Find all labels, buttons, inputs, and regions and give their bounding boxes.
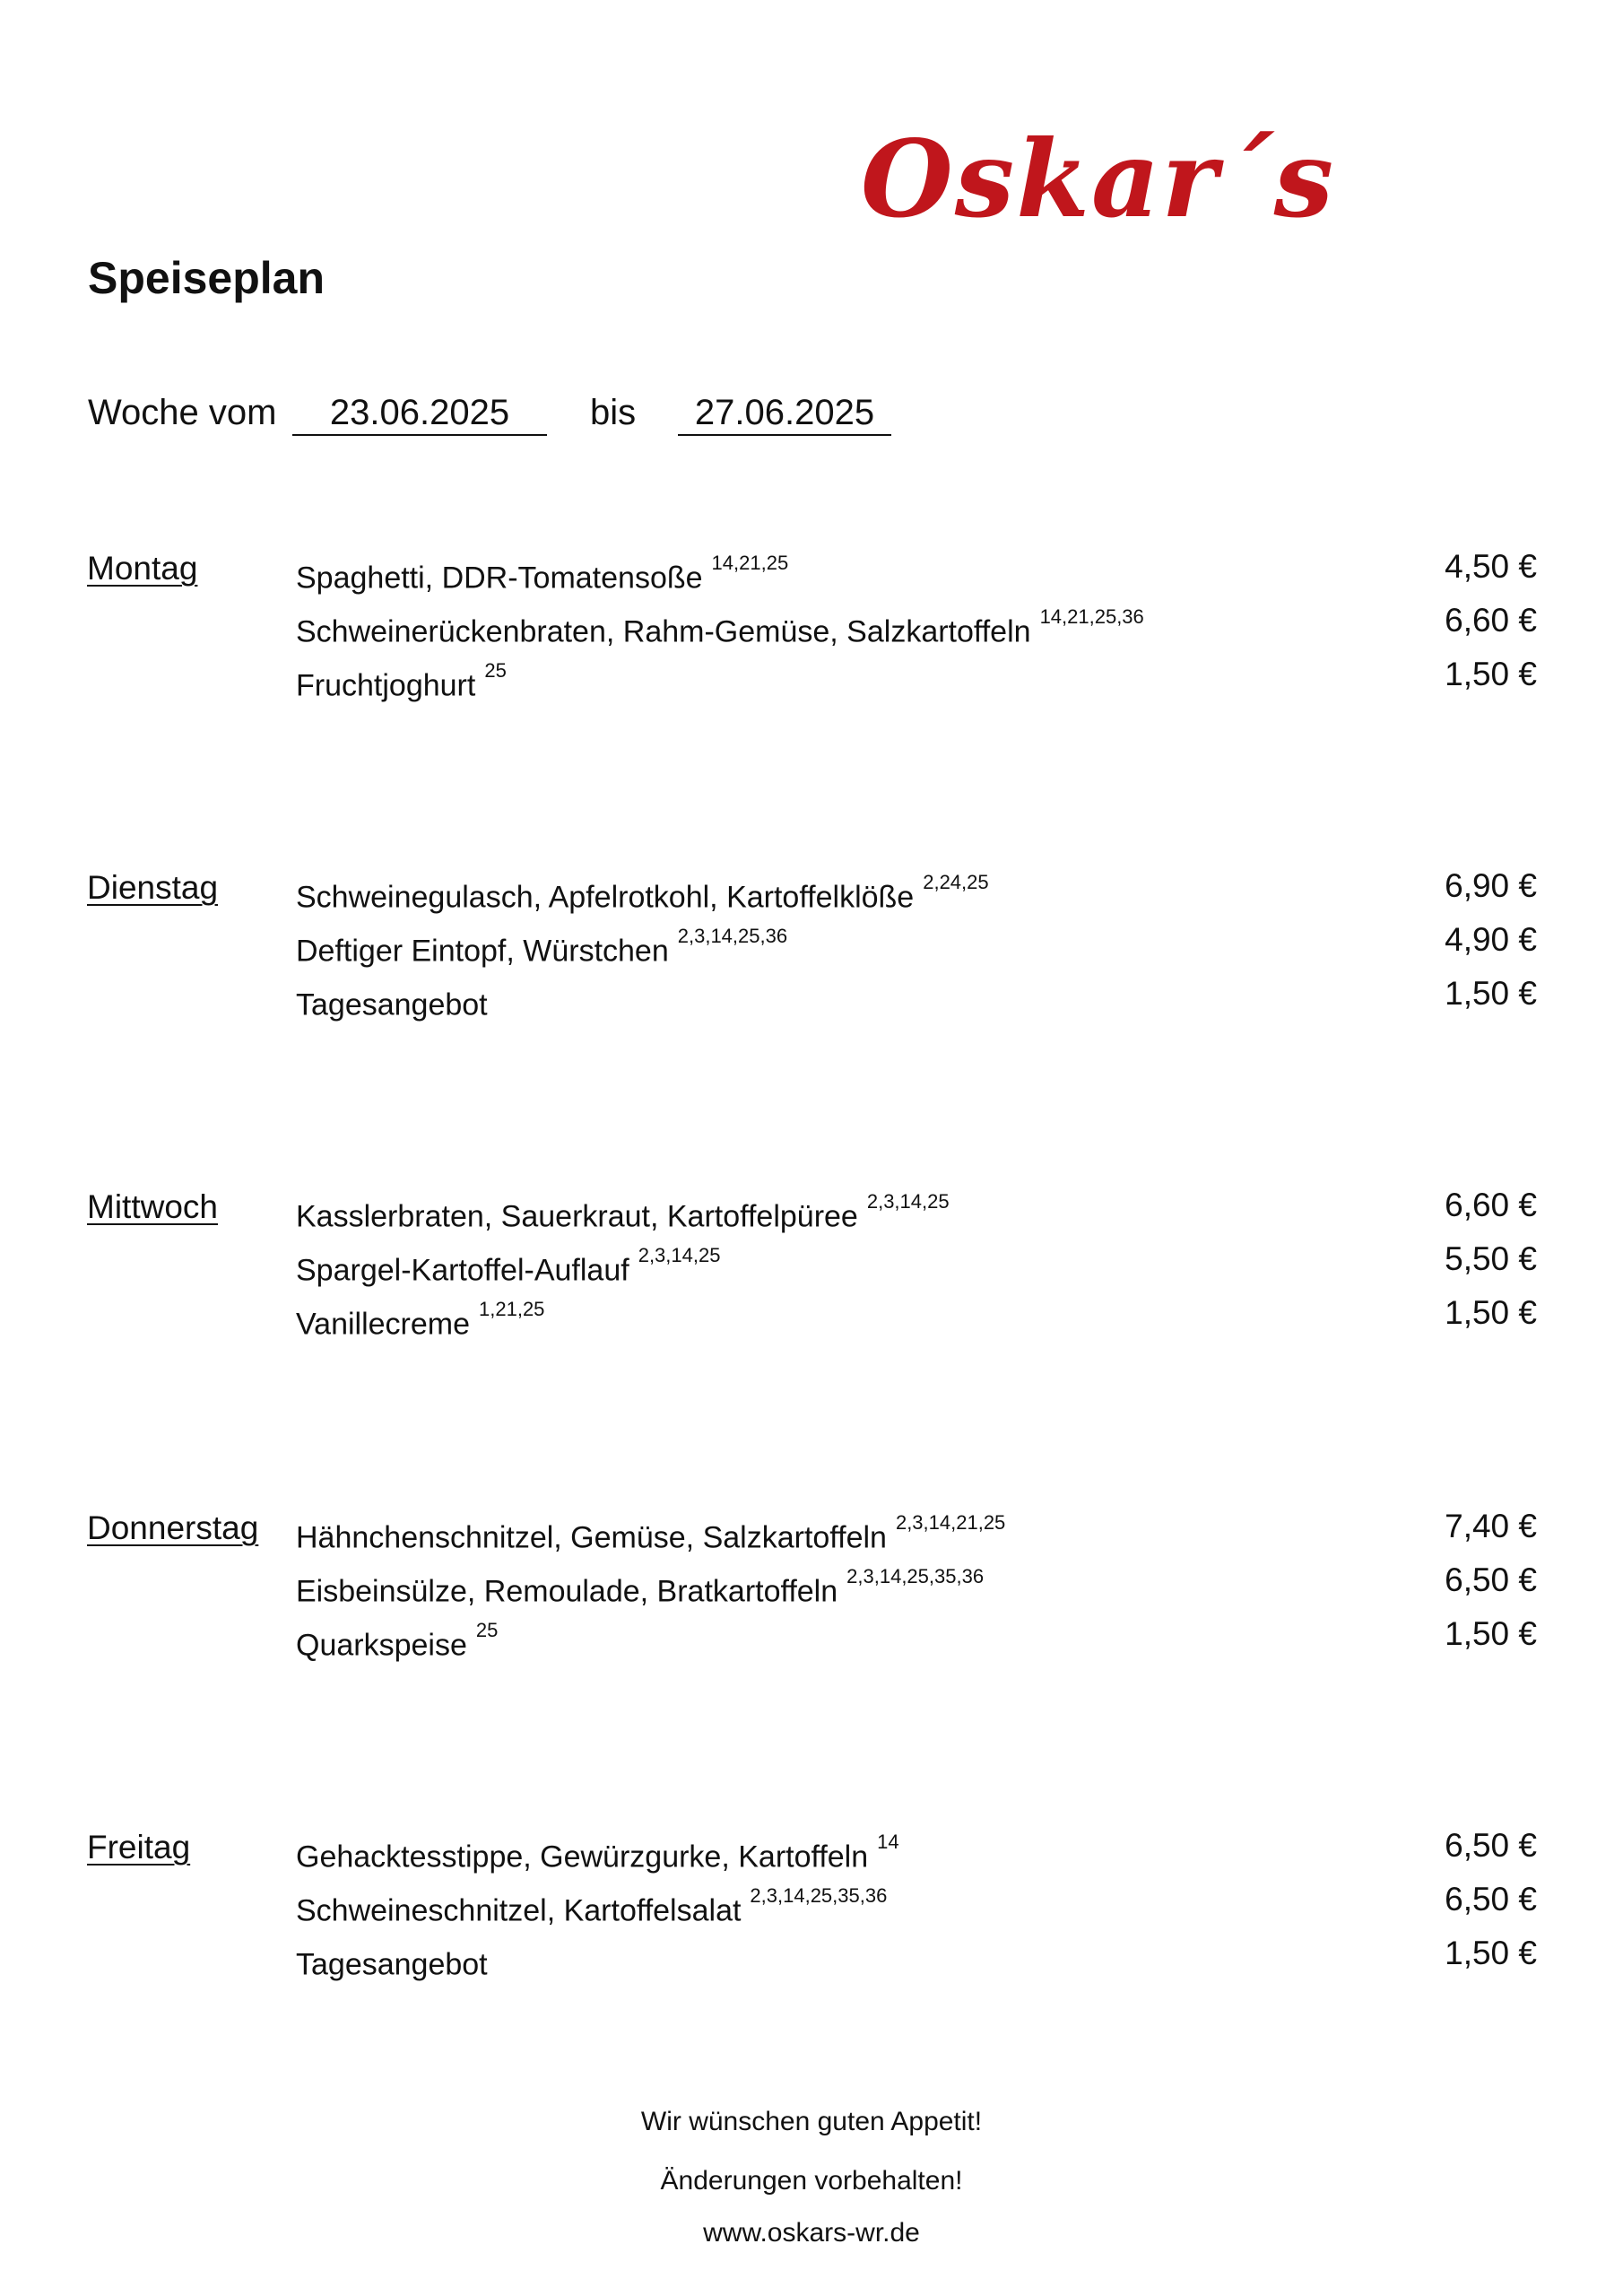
dish-name: Hähnchenschnitzel, Gemüse, Salzkartoffeln [296,1520,887,1555]
dish-price: 6,50 € [1445,1881,1537,1918]
dish-name: Tagesangebot [296,987,488,1022]
footer-website-link[interactable]: www.oskars-wr.de [703,2218,920,2248]
dish-price: 1,50 € [1445,656,1537,692]
day-name: Donnerstag [87,1509,259,1546]
dish-price: 7,40 € [1445,1508,1537,1544]
day-name: Dienstag [87,869,219,906]
dish-name: Kasslerbraten, Sauerkraut, Kartoffelpüree [296,1199,858,1234]
allergen-codes: 2,3,14,25 [638,1244,721,1266]
dish-item [296,863,989,917]
allergen-codes: 2,24,25 [923,871,989,893]
dish-price: 1,50 € [1445,1615,1537,1652]
oskars-logo: Oskar´s [861,117,1336,241]
allergen-codes: 2,3,14,25,35,36 [750,1884,888,1907]
dish-price: 6,60 € [1445,602,1537,639]
week-label: Woche vom [88,393,277,432]
allergen-codes: 14,21,25 [711,552,789,574]
day-section-freitag [0,1822,1623,2002]
dish-item [296,970,497,1024]
dish-price: 5,50 € [1445,1240,1537,1277]
dish-price: 4,90 € [1445,921,1537,958]
allergen-codes: 1,21,25 [479,1298,545,1320]
dish-name: Schweineschnitzel, Kartoffelsalat [296,1893,742,1928]
dish-item [296,1182,950,1236]
dish-name: Spaghetti, DDR-Tomatensoße [296,561,703,596]
dish-name: Tagesangebot [296,1947,488,1982]
dish-name: Schweinegulasch, Apfelrotkohl, Kartoffelklöße [296,880,915,915]
dish-item [296,597,1144,651]
dish-item [296,1876,887,1930]
day-section-mittwoch [0,1182,1623,1361]
day-section-dienstag [0,863,1623,1042]
dish-price: 1,50 € [1445,975,1537,1012]
dish-price: 1,50 € [1445,1935,1537,1971]
allergen-codes: 2,3,14,25,36 [677,925,788,947]
dish-item [296,917,787,970]
dish-item [296,1503,1005,1557]
dish-name: Gehacktesstippe, Gewürzgurke, Kartoffeln [296,1839,869,1874]
dish-price: 6,50 € [1445,1827,1537,1864]
dish-item [296,1236,720,1290]
day-section-donnerstag [0,1503,1623,1683]
dish-price: 6,90 € [1445,867,1537,904]
allergen-codes: 2,3,14,25 [866,1190,950,1213]
dish-name: Schweinerückenbraten, Rahm-Gemüse, Salzkartoffeln [296,614,1031,649]
dish-price: 1,50 € [1445,1294,1537,1331]
allergen-codes: 25 [475,1619,499,1641]
allergen-codes: 2,3,14,25,35,36 [846,1565,985,1587]
week-start-date: 23.06.2025 [292,386,547,436]
dish-item [296,651,507,705]
dish-name: Fruchtjoghurt [296,668,476,703]
footer-greeting: Wir wünschen guten Appetit! [640,2107,983,2136]
dish-name: Deftiger Eintopf, Würstchen [296,934,669,969]
dish-price: 4,50 € [1445,548,1537,585]
week-separator: bis [590,393,637,432]
day-name: Mittwoch [87,1188,218,1225]
day-name: Freitag [87,1829,191,1866]
dish-price: 6,60 € [1445,1187,1537,1223]
week-end-date: 27.06.2025 [678,386,891,436]
allergen-codes: 14 [877,1831,899,1853]
dish-item [296,1557,984,1611]
page-title: Speiseplan [88,253,325,303]
dish-name: Eisbeinsülze, Remoulade, Bratkartoffeln [296,1574,838,1609]
dish-item [296,1930,497,1984]
dish-item [296,1822,899,1876]
footer-disclaimer: Änderungen vorbehalten! [660,2166,963,2196]
dish-name: Spargel-Kartoffel-Auflauf [296,1253,629,1288]
allergen-codes: 2,3,14,21,25 [895,1511,1006,1534]
dish-name: Quarkspeise [296,1628,467,1663]
dish-item [296,1290,544,1344]
day-section-montag [0,544,1623,723]
allergen-codes: 14,21,25,36 [1039,605,1144,628]
dish-item [296,544,788,597]
dish-item [296,1611,498,1665]
allergen-codes: 25 [484,659,507,682]
day-name: Montag [87,550,198,587]
dish-price: 6,50 € [1445,1561,1537,1598]
dish-name: Vanillecreme [296,1307,471,1342]
